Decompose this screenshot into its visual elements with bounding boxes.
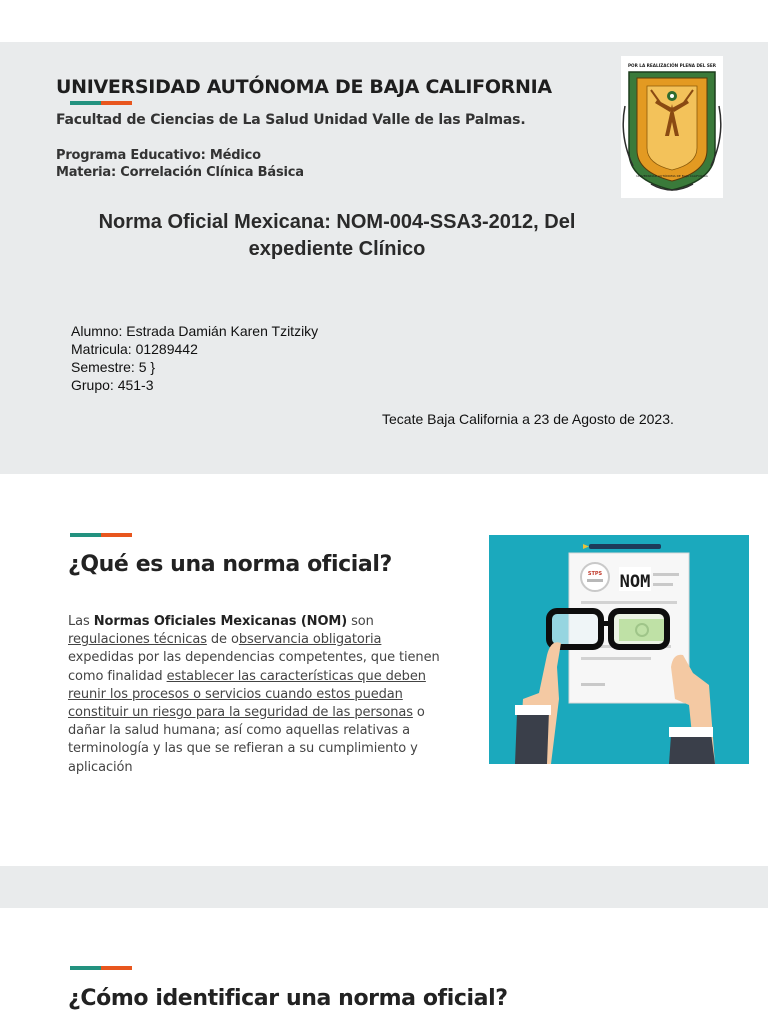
subject-label: Materia: Correlación Clínica Básica [56,165,304,180]
section-title: ¿Qué es una norma oficial? [68,552,392,577]
stps-stamp: STPS [587,571,603,577]
section-what-is-nom [0,474,768,866]
student-info [71,322,318,394]
university-name: UNIVERSIDAD AUTÓNOMA DE BAJA CALIFORNIA [56,76,552,98]
student-group: Grupo: 451-3 [71,377,154,393]
place-date: Tecate Baja California a 23 de Agosto de 2023. [382,411,674,427]
faculty-name: Facultad de Ciencias de La Salud Unidad Valle de las Palmas. [56,112,526,128]
program-label: Programa Educativo: Médico [56,148,261,163]
slide-separator-band [0,866,768,908]
section-paragraph: Las Normas Oficiales Mexicanas (NOM) son regulaciones técnicas de observancia obligatoria expedidas por las dependencias competentes, que tienen como finalidad establecer las características que deben reunir los procesos o servicios cuando estos puedan constituir un riesgo para la seguridad de las personas o dañar la salud humana; así como aquellas relativas a terminología y las que se refieran a su cumplimiento y aplicación [68,614,440,775]
logo-ring-text: UNIVERSIDAD AUTÓNOMA DE BAJA CALIFORNIA [636,174,708,178]
section-accent-bar [70,533,132,537]
document-title-line-1: Norma Oficial Mexicana: NOM-004-SSA3-2012, Del [98,211,576,233]
student-id: Matricula: 01289442 [71,341,198,357]
section-identify-nom [0,908,768,1024]
cover-slide [0,42,768,474]
title-accent-bar [70,101,132,105]
nom-document-label: NOM [619,572,651,592]
section-accent-bar [70,966,132,970]
logo-motto: POR LA REALIZACIÓN PLENA DEL SER [627,63,717,68]
university-logo [621,56,723,198]
document-title [80,209,594,263]
document-title-line-2: expediente Clínico [248,238,426,260]
student-semester: Semestre: 5 } [71,359,156,375]
section-title: ¿Cómo identificar una norma oficial? [68,986,508,1011]
student-name: Alumno: Estrada Damián Karen Tzitziky [71,323,319,339]
nom-illustration [489,535,749,764]
